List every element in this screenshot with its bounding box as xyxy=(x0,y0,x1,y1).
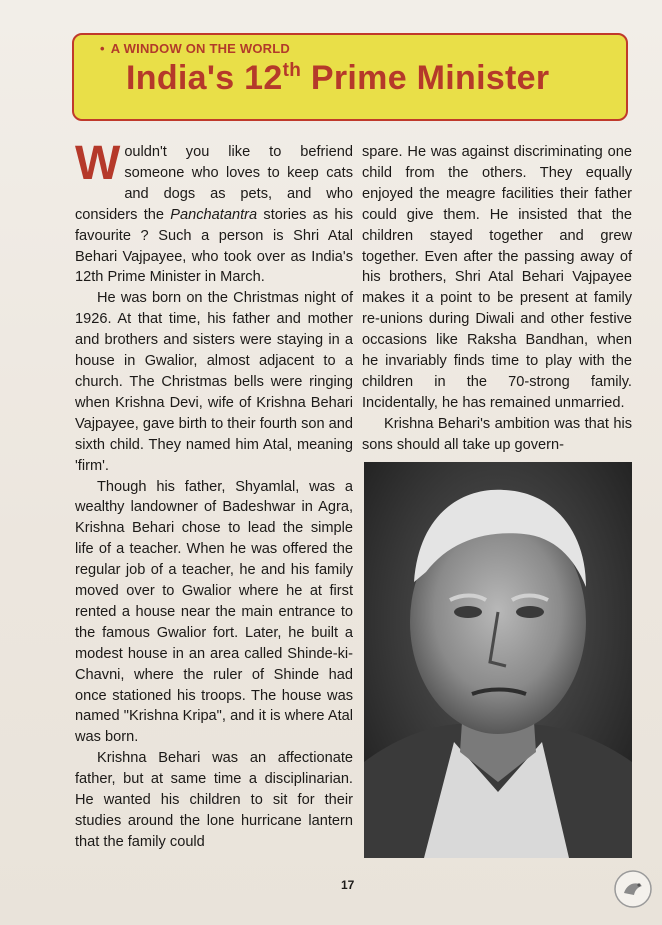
article-column-right xyxy=(362,142,632,456)
section-kicker xyxy=(100,41,290,56)
paragraph-1-italic: Panchatantra xyxy=(170,206,258,223)
portrait-photo xyxy=(364,462,632,858)
portrait-illustration xyxy=(364,462,632,858)
page-title xyxy=(126,59,549,98)
title-superscript: th xyxy=(282,60,302,81)
paragraph-5: Krishna Behari's ambition was that his sons should all take up govern- xyxy=(362,415,632,453)
title-main: India's 12 xyxy=(126,59,283,97)
drop-cap: W xyxy=(75,137,121,190)
paragraph-3: Though his father, Shyamlal, was a wealthy landowner of Badeshwar in Agra, Krishna Behari chose to lead the simple life of a teacher. When he was offered the regular job of a teacher, he and his family moved over to Gwalior where he at first rented a house near the main entrance to the famous Gwalior fort. Later, he built a modest house in an area called Shinde-ki-Chavni, where the ruler of Shinde had once stationed his troops. The house was named "Krishna Kripa", and it is where Atal was born. xyxy=(75,478,353,746)
paragraph-4: Krishna Behari was an affectionate father, but at same time a disciplinarian. He wanted his children to sit for their studies around the lone hurricane lantern that the family could xyxy=(75,750,353,850)
paragraph-4-continued: spare. He was against discriminating one child from the others. They equally enjoyed the meagre facilities their father could give them. He insisted that the children stayed together and grew together. Even after the passing away of his brothers, Shri Atal Behari Vajpayee makes it a point to be present at family re-unions during Diwali and other festive occasions like Raksha Bandhan, when he invariably finds time to play with the children in the 70-strong family. Incidentally, he has remained unmarried. xyxy=(362,144,632,411)
bullet-icon: • xyxy=(100,41,105,56)
kicker-text: A WINDOW ON THE WORLD xyxy=(110,41,290,56)
article-column-left xyxy=(75,137,354,853)
page-number: 17 xyxy=(341,878,355,892)
paragraph-1-text-b: stories as his favourite ? Such a person is Shri Atal Behari Vajpayee, who took over as India's 12th Prime Minister in March. xyxy=(75,206,353,286)
paragraph-1-text-a: ouldn't you like to befriend someone who loves to keep cats and dogs as pets, and who considers the xyxy=(75,144,353,223)
title-end: Prime Minister xyxy=(301,59,550,97)
library-stamp-icon xyxy=(613,869,653,909)
paragraph-2: He was born on the Christmas night of 1926. At that time, his father and mother and brothers and sisters were staying in a house in Gwalior, almost adjacent to a church. The Christmas bells were ringing when Krishna Devi, wife of Krishna Behari Vajpayee, gave birth to their fourth son and sixth child. They named him Atal, meaning 'firm'. xyxy=(75,290,354,474)
title-banner xyxy=(72,33,628,121)
paragraph-1 xyxy=(75,137,353,288)
